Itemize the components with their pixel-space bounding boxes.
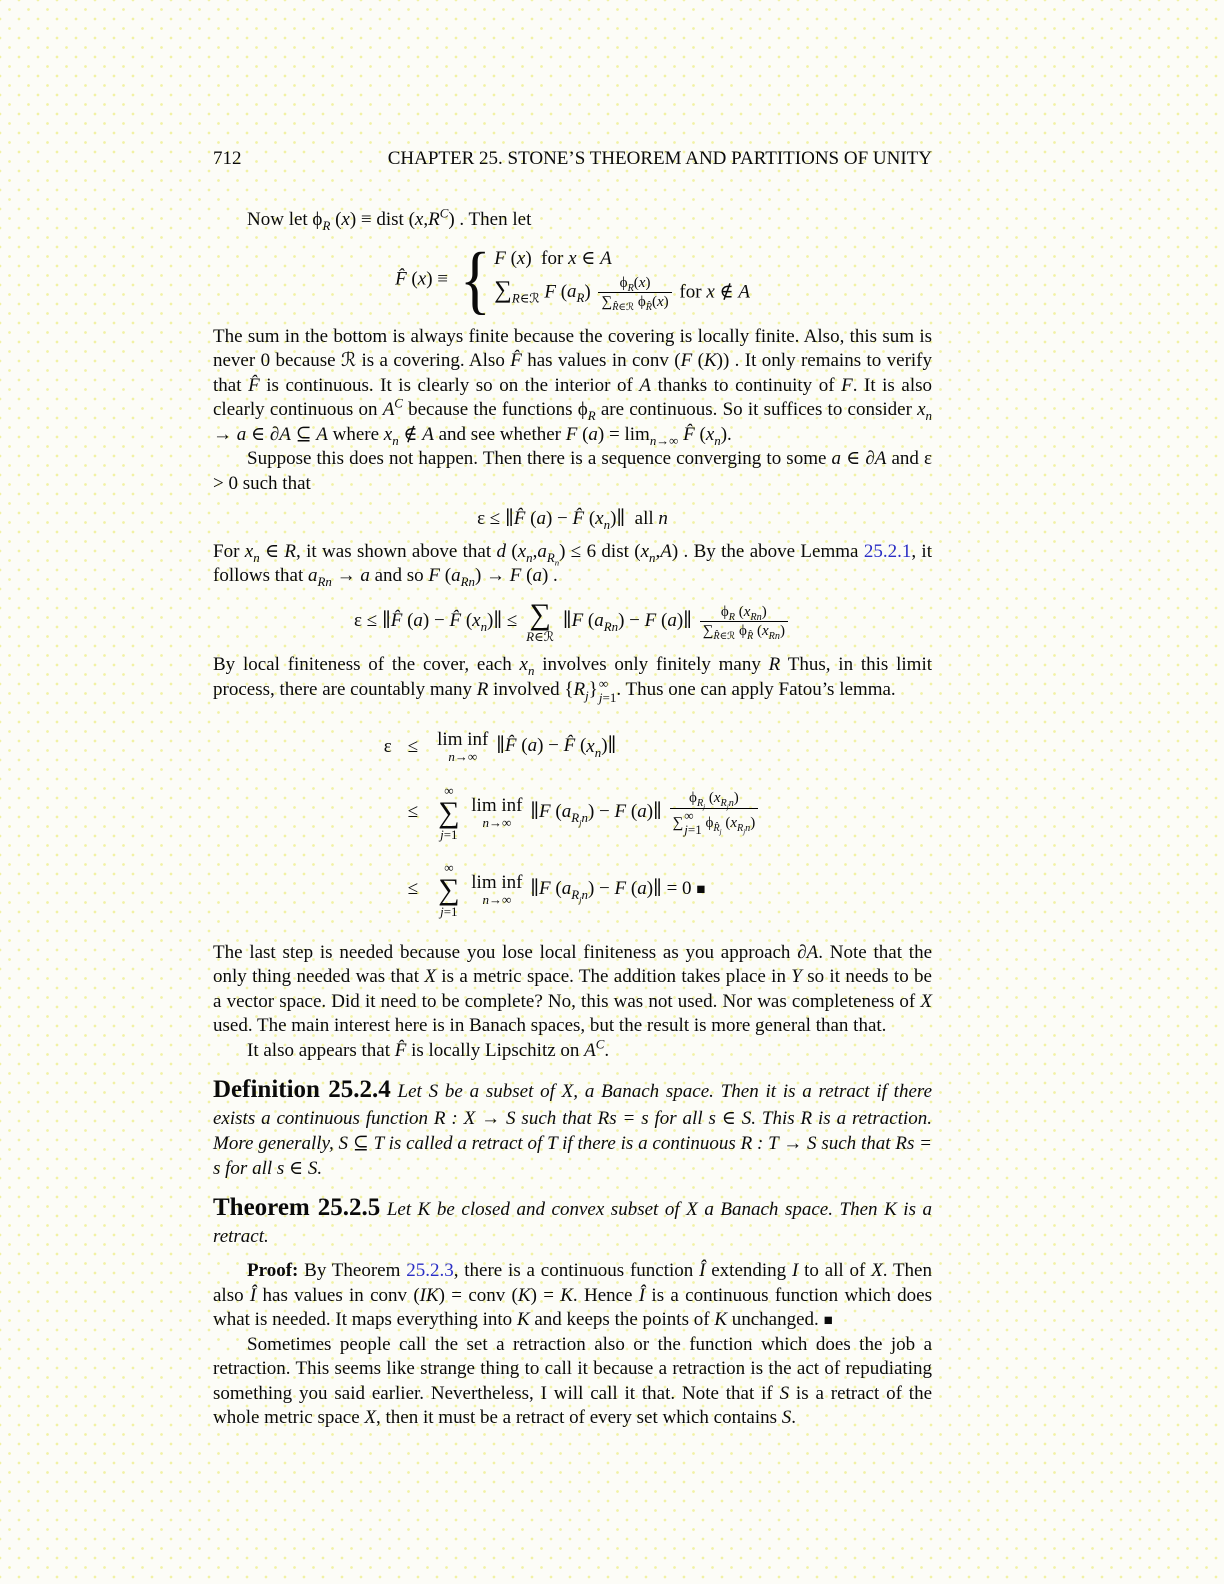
chapter-title: CHAPTER 25. STONE’S THEOREM AND PARTITIONS OF UNITY: [387, 148, 932, 169]
eq-relation: ≤: [407, 735, 419, 757]
eq-lhs: [376, 774, 400, 851]
equation-eps-sum: ε ≤ ∥F̂ (a) − F̂ $(x_n)\parallel$ ≤ ∑ R∈ℛ ∥F $(a_{Rn}) - F$ (a)∥ $\frac{\phi_R (x_{Rn})}{\sum_{R̂\in ℛ} \phi_{R̂} (x_{Rn})}$: [213, 600, 932, 644]
eq-rhs: ∞ ∑ j=1 lim inf n→∞ ∥F $(a_{R_jn}) - F$ (a)∥ = 0 ■: [438, 860, 706, 919]
definition-heading: Definition 25.2.4: [213, 1076, 391, 1103]
paragraph-proof: Proof: By Theorem 25.2.3, there is a continuous function Î extending I to all of X. Then also Î has values in conv (IK) = conv (K) = K. Hence Î is a continuous function which does what is needed. It maps everything into K and keeps the points of K unchanged. ■: [213, 1260, 933, 1331]
equation-cases: F̂ (x) ≡ { F (x) for x ∈ A $\sum_{R\in ℛ}$ F $(a_R)$ $\frac{\phi_R(x)}{\sum_{R̂\in ℛ} \phi_{R̂}(x)}$ for x ∉ A: [395, 237, 750, 322]
eq-relation: ≤: [407, 878, 419, 900]
ref-link-25-2-3[interactable]: 25.2.3: [406, 1260, 454, 1282]
equation-liminf-chain: [376, 720, 770, 928]
paragraph-last-step: The last step is needed because you lose local finiteness as you approach ∂A. Note that the only thing needed was that X is a metric space. The addition takes place in Y so it needs to be a vector space. Did it need to be complete? No, this was not used. Nor was completeness of X used. The main interest here is in Banach spaces, but the result is more general than that.: [213, 941, 932, 1036]
paragraph-now-let: Now let $\phi_R$ (x) ≡ dist $(x,R^C)$ . Then let: [247, 205, 532, 233]
definition-body: Let S be a subset of X, a Banach space. Then it is a retract if there exists a continuous function R : X → S such that Rs = s for all s ∈ S. This R is a retraction. More generally, S ⊆ T is called a retract of T if there is a continuous R : T → S such that Rs = s for all s ∈ S.: [213, 1081, 932, 1180]
paragraph-by-local: By local finiteness of the cover, each $x_n$ involves only finitely many R Thus, in this limit process, there are countably many R involved $\{R_j\}$ ∞ j=1 . Thus one can apply Fatou’s lemma.: [213, 653, 933, 705]
equation-liminf-row-3: [376, 851, 770, 928]
eq-lhs: [376, 851, 400, 928]
page-header: [213, 148, 932, 170]
definition-25-2-4: [213, 1073, 932, 1181]
paragraph-sum-bottom: The sum in the bottom is always finite because the covering is locally finite. Also, this sum is never 0 because ℛ is a covering. Also F̂ has values in conv (F (K)) . It only remains to verify that F̂ is continuous. It is clearly so on the interior of A thanks to continuity of F. It is also clearly continuous on $A^C$ because the functions $\phi_R$ are continuous. So it suffices to consider $x_n \to a$ ∈ ∂A ⊆ A where $x_n$ ∉ A and see whether F $(a) = \lim_{n\to\infty}$ F̂ $(x_n)$.: [213, 325, 933, 448]
eq-rhs: lim inf n→∞ ∥F̂ (a) − F̂ $(x_n)\parallel$: [437, 729, 617, 765]
equation-liminf-row-1: [376, 720, 770, 774]
page-content: [213, 148, 932, 1431]
paragraph-for-xn: For $x_n$ ∈ R, it was shown above that d $(x_n,a_{R_n}) \le 6$ dist $(x_n,A)$ . By the above Lemma 25.2.1, it follows that $a_{Rn} \to a$ and so F $(a_{Rn}) \to F$ (a) .: [213, 540, 932, 590]
eq-rhs: ∞ ∑ j=1 lim inf n→∞ ∥F $(a_{R_jn}) - F$ (a)∥ $\phi_{R_j}$ $(x_{R_jn})$ ∑ ∞ j=1 $\phi_{R̂_j}$ $(x_{R_jn})$: [426, 774, 769, 851]
eq-relation: ≤: [407, 801, 419, 823]
page-number: 712: [213, 148, 242, 169]
equation-liminf-row-2: [376, 774, 770, 851]
ref-link-25-2-1[interactable]: 25.2.1: [863, 540, 912, 562]
paragraph-sometimes: Sometimes people call the set a retraction also or the function which does the job a retraction. This seems like strange thing to call it because a retraction is the act of repudiating something you said earlier. Nevertheless, I will call it that. Note that if S is a retract of the whole metric space X, then it must be a retract of every set which contains S.: [213, 1333, 932, 1429]
paragraph-suppose: Suppose this does not happen. Then there is a sequence converging to some a ∈ ∂A and ε > 0 such that: [213, 448, 933, 494]
theorem-body: Let K be closed and convex subset of X a Banach space. Then K is a retract.: [213, 1199, 933, 1248]
theorem-25-2-5: [213, 1191, 932, 1249]
equation-eps-all-n: ε ≤ ∥F̂ (a) − F̂ $(x_n)\parallel$ all n: [477, 508, 668, 532]
eq-lhs: ε: [383, 735, 392, 757]
theorem-heading: Theorem 25.2.5: [213, 1194, 381, 1222]
paragraph-it-also: It also appears that F̂ is locally Lipschitz on $A^C$.: [247, 1036, 610, 1061]
